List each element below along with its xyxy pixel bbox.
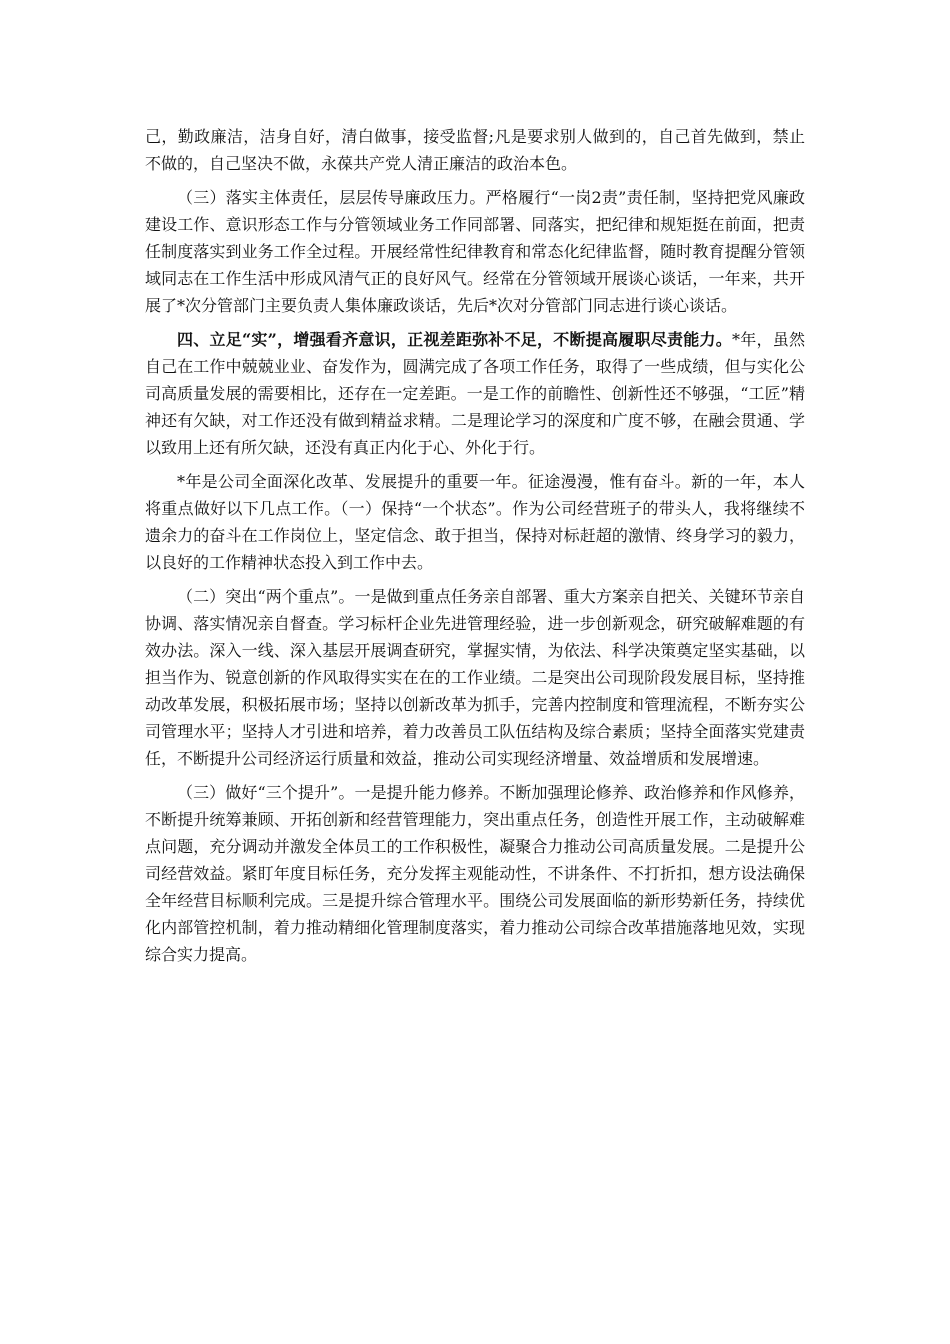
paragraph-two-focus: （二）突出“两个重点”。一是做到重点任务亲自部署、重大方案亲自把关、关键环节亲自协调、落实情况亲自督查。学习标杆企业先进管理经验，进一步创新观念，研究破解难题的有效办法。深入一线、深入基层开展调查研究，掌握实情，为依法、科学决策奠定坚实基础，以担当作为、锐意创新的作风取得实实在在的工作业绩。二是突出公司现阶段发展目标，坚持推动改革发展，积极拓展市场；坚持以创新改革为抓手，完善内控制度和管理流程，不断夯实公司管理水平；坚持人才引进和培养，着力改善员工队伍结构及综合素质；坚持全面落实党建责任，不断提升公司经济运行质量和效益，推动公司实现经济增量、效益增质和发展增速。: [145, 587, 805, 768]
paragraph-three-improvements: （三）做好“三个提升”。一是提升能力修养。不断加强理论修养、政治修养和作风修养，不断提升统筹兼顾、开拓创新和经营管理能力，突出重点任务，创造性开展工作，主动破解难点问题，充分调动并激发全体员工的工作积极性，凝聚合力推动公司高质量发展。二是提升公司经营效益。紧盯年度目标任务，充分发挥主观能动性，不讲条件、不打折扣，想方设法确保全年经营目标顺利完成。三是提升综合管理水平。围绕公司发展面临的新形势新任务，持续优化内部管控机制，着力推动精细化管理制度落实，着力推动公司综合改革措施落地见效，实现综合实力提高。: [145, 783, 805, 964]
paragraph-new-year: *年是公司全面深化改革、发展提升的重要一年。征途漫漫，惟有奋斗。新的一年，本人将重点做好以下几点工作。（一）保持“一个状态”。作为公司经营班子的带头人，我将继续不遗余力的奋斗在工作岗位上，坚定信念、敢于担当，保持对标赶超的激情、终身学习的毅力，以良好的工作精神状态投入到工作中去。: [145, 472, 805, 572]
paragraph-section-four: [145, 326, 805, 461]
paragraph-continuation: 己，勤政廉洁，洁身自好，清白做事，接受监督;凡是要求别人做到的，自己首先做到，禁止不做的，自己坚决不做，永葆共产党人清正廉洁的政治本色。: [145, 127, 805, 173]
paragraph-responsibility: （三）落实主体责任，层层传导廉政压力。严格履行“一岗2责”责任制，坚持把党风廉政建设工作、意识形态工作与分管领域业务工作同部署、同落实，把纪律和规矩挺在前面，把责任制度落实到业务工作全过程。开展经常性纪律教育和常态化纪律监督，随时教育提醒分管领域同志在工作生活中形成风清气正的良好风气。经常在分管领域开展谈心谈话，一年来，共开展了*次分管部门主要负责人集体廉政谈话，先后*次对分管部门同志进行谈心谈话。: [145, 188, 805, 315]
section-four-body: *年，虽然自己在工作中兢兢业业、奋发作为，圆满完成了各项工作任务，取得了一些成绩，但与实化公司高质量发展的需要相比，还存在一定差距。一是工作的前瞻性、创新性还不够强，“工匠”精神还有欠缺，对工作还没有做到精益求精。二是理论学习的深度和广度不够，在融会贯通、学以致用上还有所欠缺，还没有真正内化于心、外化于行。: [145, 330, 805, 457]
section-four-heading: 四、立足“实”，增强看齐意识，正视差距弥补不足，不断提高履职尽责能力。: [177, 330, 732, 349]
document-page: [145, 123, 805, 975]
